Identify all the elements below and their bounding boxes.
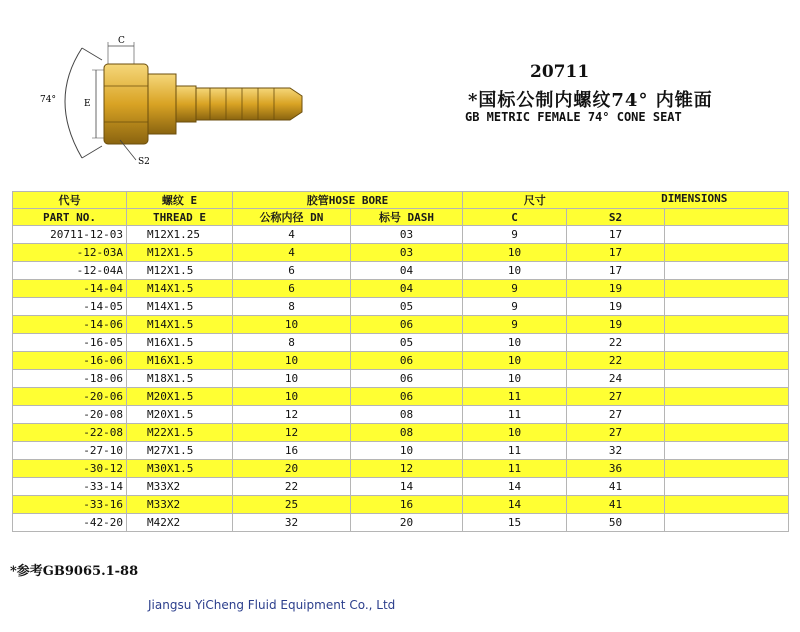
cell-empty bbox=[665, 316, 789, 334]
cell-dash: 03 bbox=[351, 226, 463, 244]
cell-part: -22-08 bbox=[13, 424, 127, 442]
cell-empty bbox=[665, 280, 789, 298]
cell-thread: M42X2 bbox=[127, 514, 233, 532]
header-dn: 公称内径 DN bbox=[233, 209, 351, 226]
cell-part: -14-04 bbox=[13, 280, 127, 298]
cell-empty bbox=[665, 460, 789, 478]
standard-note: *参考GB9065.1-88 bbox=[10, 564, 139, 579]
angle-label: 74° bbox=[40, 95, 56, 105]
table-row bbox=[13, 334, 789, 352]
cell-dash: 12 bbox=[351, 460, 463, 478]
cell-s2: 27 bbox=[567, 424, 665, 442]
cell-dash: 14 bbox=[351, 478, 463, 496]
table-header-row bbox=[13, 192, 789, 209]
cell-s2: 17 bbox=[567, 226, 665, 244]
cell-thread: M20X1.5 bbox=[127, 388, 233, 406]
cell-part: -20-08 bbox=[13, 406, 127, 424]
cell-part: -20-06 bbox=[13, 388, 127, 406]
cell-c: 11 bbox=[463, 388, 567, 406]
table-row bbox=[13, 496, 789, 514]
cell-part: -12-03A bbox=[13, 244, 127, 262]
cell-dn: 10 bbox=[233, 370, 351, 388]
cell-empty bbox=[665, 388, 789, 406]
cell-empty bbox=[665, 334, 789, 352]
cell-dash: 05 bbox=[351, 298, 463, 316]
cell-s2: 24 bbox=[567, 370, 665, 388]
cell-s2: 36 bbox=[567, 460, 665, 478]
e-label: E bbox=[84, 99, 91, 109]
cell-dash: 03 bbox=[351, 244, 463, 262]
cell-thread: M12X1.5 bbox=[127, 244, 233, 262]
cell-part: -14-05 bbox=[13, 298, 127, 316]
cell-dash: 06 bbox=[351, 316, 463, 334]
cell-empty bbox=[665, 442, 789, 460]
cell-c: 11 bbox=[463, 442, 567, 460]
cell-dn: 32 bbox=[233, 514, 351, 532]
cell-s2: 17 bbox=[567, 244, 665, 262]
cell-thread: M22X1.5 bbox=[127, 424, 233, 442]
header-dimensions bbox=[463, 192, 789, 209]
cell-c: 14 bbox=[463, 496, 567, 514]
cell-dn: 25 bbox=[233, 496, 351, 514]
cell-thread: M33X2 bbox=[127, 478, 233, 496]
cell-dn: 12 bbox=[233, 424, 351, 442]
cell-dash: 16 bbox=[351, 496, 463, 514]
fitting-illustration bbox=[40, 30, 340, 170]
cell-thread: M12X1.5 bbox=[127, 262, 233, 280]
cell-part: -14-06 bbox=[13, 316, 127, 334]
cell-s2: 27 bbox=[567, 388, 665, 406]
product-code: 20711 bbox=[530, 62, 590, 82]
header-part-cn: 代号 bbox=[13, 192, 127, 209]
cell-dn: 8 bbox=[233, 334, 351, 352]
cell-dash: 08 bbox=[351, 424, 463, 442]
cell-c: 9 bbox=[463, 298, 567, 316]
table-row bbox=[13, 280, 789, 298]
cell-thread: M14X1.5 bbox=[127, 280, 233, 298]
spec-table-body bbox=[13, 226, 789, 532]
table-row bbox=[13, 406, 789, 424]
table-row bbox=[13, 226, 789, 244]
table-row bbox=[13, 352, 789, 370]
table-row bbox=[13, 370, 789, 388]
company-name: Jiangsu YiCheng Fluid Equipment Co., Ltd bbox=[148, 598, 396, 612]
cell-part: -33-14 bbox=[13, 478, 127, 496]
cell-c: 10 bbox=[463, 334, 567, 352]
cell-part: 20711-12-03 bbox=[13, 226, 127, 244]
cell-c: 14 bbox=[463, 478, 567, 496]
cell-thread: M12X1.25 bbox=[127, 226, 233, 244]
header-part-en: PART NO. bbox=[13, 209, 127, 226]
cell-c: 10 bbox=[463, 244, 567, 262]
cell-s2: 41 bbox=[567, 478, 665, 496]
cell-empty bbox=[665, 298, 789, 316]
table-row bbox=[13, 514, 789, 532]
cell-thread: M33X2 bbox=[127, 496, 233, 514]
cell-empty bbox=[665, 514, 789, 532]
c-label: C bbox=[118, 36, 125, 46]
cell-dn: 6 bbox=[233, 262, 351, 280]
cell-empty bbox=[665, 424, 789, 442]
cell-c: 10 bbox=[463, 424, 567, 442]
cell-c: 15 bbox=[463, 514, 567, 532]
cell-thread: M27X1.5 bbox=[127, 442, 233, 460]
cell-c: 9 bbox=[463, 280, 567, 298]
fitting-drawing bbox=[40, 30, 340, 170]
cell-s2: 19 bbox=[567, 280, 665, 298]
table-row bbox=[13, 460, 789, 478]
cell-empty bbox=[665, 478, 789, 496]
cell-thread: M16X1.5 bbox=[127, 352, 233, 370]
cell-dn: 6 bbox=[233, 280, 351, 298]
cell-empty bbox=[665, 406, 789, 424]
header-thread-en: THREAD E bbox=[127, 209, 233, 226]
cell-s2: 17 bbox=[567, 262, 665, 280]
cell-empty bbox=[665, 352, 789, 370]
cell-part: -27-10 bbox=[13, 442, 127, 460]
cell-s2: 50 bbox=[567, 514, 665, 532]
spec-table bbox=[12, 191, 789, 532]
cell-s2: 19 bbox=[567, 316, 665, 334]
cell-thread: M14X1.5 bbox=[127, 316, 233, 334]
table-row bbox=[13, 478, 789, 496]
cell-dash: 06 bbox=[351, 388, 463, 406]
cell-dash: 06 bbox=[351, 352, 463, 370]
cell-dn: 12 bbox=[233, 406, 351, 424]
cell-empty bbox=[665, 496, 789, 514]
title-chinese: *国标公制内螺纹74° 内锥面 bbox=[468, 90, 713, 111]
cell-part: -18-06 bbox=[13, 370, 127, 388]
cell-dn: 22 bbox=[233, 478, 351, 496]
table-row bbox=[13, 298, 789, 316]
cell-c: 10 bbox=[463, 262, 567, 280]
cell-dn: 16 bbox=[233, 442, 351, 460]
cell-c: 9 bbox=[463, 226, 567, 244]
title-english: GB METRIC FEMALE 74° CONE SEAT bbox=[465, 110, 682, 124]
cell-thread: M18X1.5 bbox=[127, 370, 233, 388]
cell-c: 11 bbox=[463, 406, 567, 424]
cell-c: 11 bbox=[463, 460, 567, 478]
cell-part: -16-05 bbox=[13, 334, 127, 352]
cell-dash: 20 bbox=[351, 514, 463, 532]
cell-thread: M16X1.5 bbox=[127, 334, 233, 352]
cell-s2: 27 bbox=[567, 406, 665, 424]
cell-s2: 22 bbox=[567, 334, 665, 352]
header-dash: 标号 DASH bbox=[351, 209, 463, 226]
cell-dn: 4 bbox=[233, 226, 351, 244]
cell-s2: 22 bbox=[567, 352, 665, 370]
table-row bbox=[13, 424, 789, 442]
cell-part: -42-20 bbox=[13, 514, 127, 532]
header-dims-en: DIMENSIONS bbox=[661, 192, 728, 205]
table-header-row bbox=[13, 209, 789, 226]
s2-label: S2 bbox=[138, 157, 150, 167]
header-dims-cn: 尺寸 bbox=[523, 194, 546, 207]
cell-dash: 10 bbox=[351, 442, 463, 460]
cell-part: -30-12 bbox=[13, 460, 127, 478]
cell-dash: 04 bbox=[351, 262, 463, 280]
cell-dash: 05 bbox=[351, 334, 463, 352]
cell-s2: 19 bbox=[567, 298, 665, 316]
table-row bbox=[13, 442, 789, 460]
cell-dash: 08 bbox=[351, 406, 463, 424]
header-empty bbox=[665, 209, 789, 226]
table-row bbox=[13, 388, 789, 406]
cell-dn: 10 bbox=[233, 388, 351, 406]
header-c: C bbox=[463, 209, 567, 226]
cell-empty bbox=[665, 370, 789, 388]
cell-dn: 20 bbox=[233, 460, 351, 478]
cell-part: -16-06 bbox=[13, 352, 127, 370]
cell-c: 10 bbox=[463, 370, 567, 388]
cell-dn: 4 bbox=[233, 244, 351, 262]
cell-thread: M20X1.5 bbox=[127, 406, 233, 424]
table-row bbox=[13, 244, 789, 262]
cell-dn: 10 bbox=[233, 316, 351, 334]
table-row bbox=[13, 262, 789, 280]
cell-dn: 8 bbox=[233, 298, 351, 316]
cell-part: -33-16 bbox=[13, 496, 127, 514]
cell-dash: 04 bbox=[351, 280, 463, 298]
header-s2: S2 bbox=[567, 209, 665, 226]
cell-part: -12-04A bbox=[13, 262, 127, 280]
header-thread-cn: 螺纹 E bbox=[127, 192, 233, 209]
cell-empty bbox=[665, 262, 789, 280]
cell-thread: M14X1.5 bbox=[127, 298, 233, 316]
cell-dash: 06 bbox=[351, 370, 463, 388]
cell-c: 9 bbox=[463, 316, 567, 334]
cell-thread: M30X1.5 bbox=[127, 460, 233, 478]
table-row bbox=[13, 316, 789, 334]
cell-c: 10 bbox=[463, 352, 567, 370]
cell-dn: 10 bbox=[233, 352, 351, 370]
header-hose-bore: 胶管HOSE BORE bbox=[233, 192, 463, 209]
cell-empty bbox=[665, 226, 789, 244]
cell-empty bbox=[665, 244, 789, 262]
cell-s2: 32 bbox=[567, 442, 665, 460]
cell-s2: 41 bbox=[567, 496, 665, 514]
